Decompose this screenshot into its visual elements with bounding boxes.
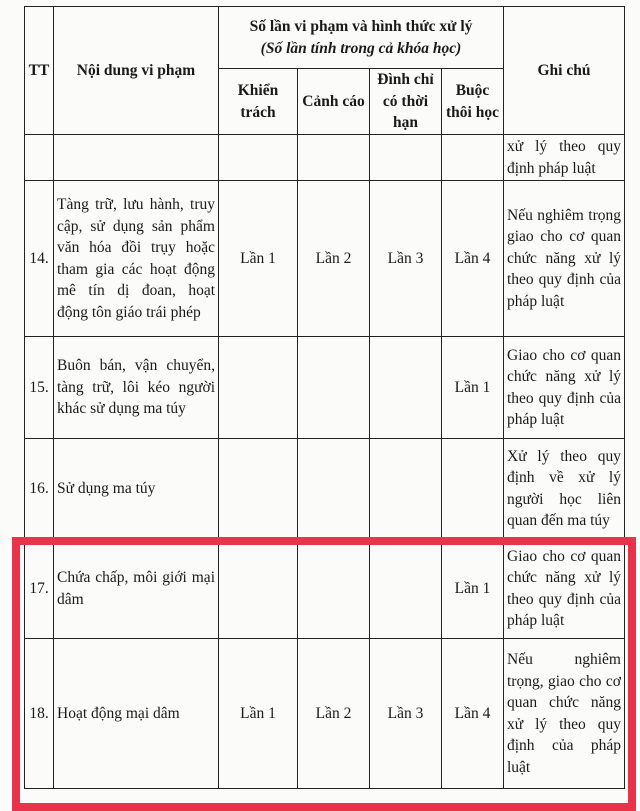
group-title: Số lần vi phạm và hình thức xử lý [249, 18, 473, 35]
row-suspension: Lần 3 [370, 639, 442, 789]
table-row [25, 337, 625, 439]
row-notes: Nếu nghiêm trọng, giao cho cơ quan chức năng xử lý theo quy định của pháp luật [504, 639, 625, 789]
row-content: Sử dụng ma túy [54, 439, 219, 539]
row-number: 16. [25, 439, 54, 539]
row-suspension: Lần 3 [370, 181, 442, 337]
row-suspension [370, 439, 442, 539]
row-content [54, 135, 219, 181]
row-expulsion: Lần 4 [442, 181, 504, 337]
row-warning [298, 135, 370, 181]
row-expulsion: Lần 4 [442, 639, 504, 789]
row-reprimand: Lần 1 [219, 639, 298, 789]
row-warning [298, 337, 370, 439]
row-number [25, 135, 54, 181]
header-notes: Ghi chú [504, 7, 625, 135]
table-row [25, 135, 625, 181]
row-notes: Xử lý theo quy định về xử lý người học liên quan đến ma túy [504, 439, 625, 539]
row-notes: xử lý theo quy định pháp luật [504, 135, 625, 181]
row-content: Buôn bán, vận chuyển, tàng trữ, lôi kéo người khác sử dụng ma túy [54, 337, 219, 439]
row-expulsion: Lần 1 [442, 539, 504, 639]
row-reprimand [219, 439, 298, 539]
row-number: 14. [25, 181, 54, 337]
row-notes: Nếu nghiêm trọng giao cho cơ quan chức năng xử lý theo quy định của pháp luật [504, 181, 625, 337]
header-warning: Cảnh cáo [298, 69, 370, 135]
header-tt: TT [25, 7, 54, 135]
header-reprimand: Khiển trách [219, 69, 298, 135]
row-content: Tàng trữ, lưu hành, truy cập, sử dụng sản phẩm văn hóa đồi trụy hoặc tham gia các hoạt động mê tín dị đoan, hoạt động tôn giáo trái phép [54, 181, 219, 337]
highlight-box [12, 537, 636, 811]
group-subtitle: (Số lần tính trong cả khóa học) [260, 39, 462, 57]
row-warning [298, 439, 370, 539]
row-reprimand: Lần 1 [219, 181, 298, 337]
row-notes: Giao cho cơ quan chức năng xử lý theo quy định của pháp luật [504, 539, 625, 639]
header-content: Nội dung vi phạm [54, 7, 219, 135]
row-number: 17. [25, 539, 54, 639]
row-expulsion: Lần 1 [442, 337, 504, 439]
row-expulsion [442, 439, 504, 539]
header-expulsion: Buộc thôi học [442, 69, 504, 135]
row-suspension [370, 135, 442, 181]
header-suspension: Đình chỉ có thời hạn [370, 69, 442, 135]
row-suspension [370, 337, 442, 439]
row-expulsion [442, 135, 504, 181]
row-warning: Lần 2 [298, 639, 370, 789]
header-group [219, 7, 504, 69]
table-row [25, 439, 625, 539]
row-notes: Giao cho cơ quan chức năng xử lý theo quy định của pháp luật [504, 337, 625, 439]
row-content: Chứa chấp, môi giới mại dâm [54, 539, 219, 639]
table-row [25, 181, 625, 337]
row-number: 15. [25, 337, 54, 439]
row-warning: Lần 2 [298, 181, 370, 337]
row-number: 18. [25, 639, 54, 789]
row-reprimand [219, 135, 298, 181]
row-reprimand [219, 337, 298, 439]
row-content: Hoạt động mại dâm [54, 639, 219, 789]
